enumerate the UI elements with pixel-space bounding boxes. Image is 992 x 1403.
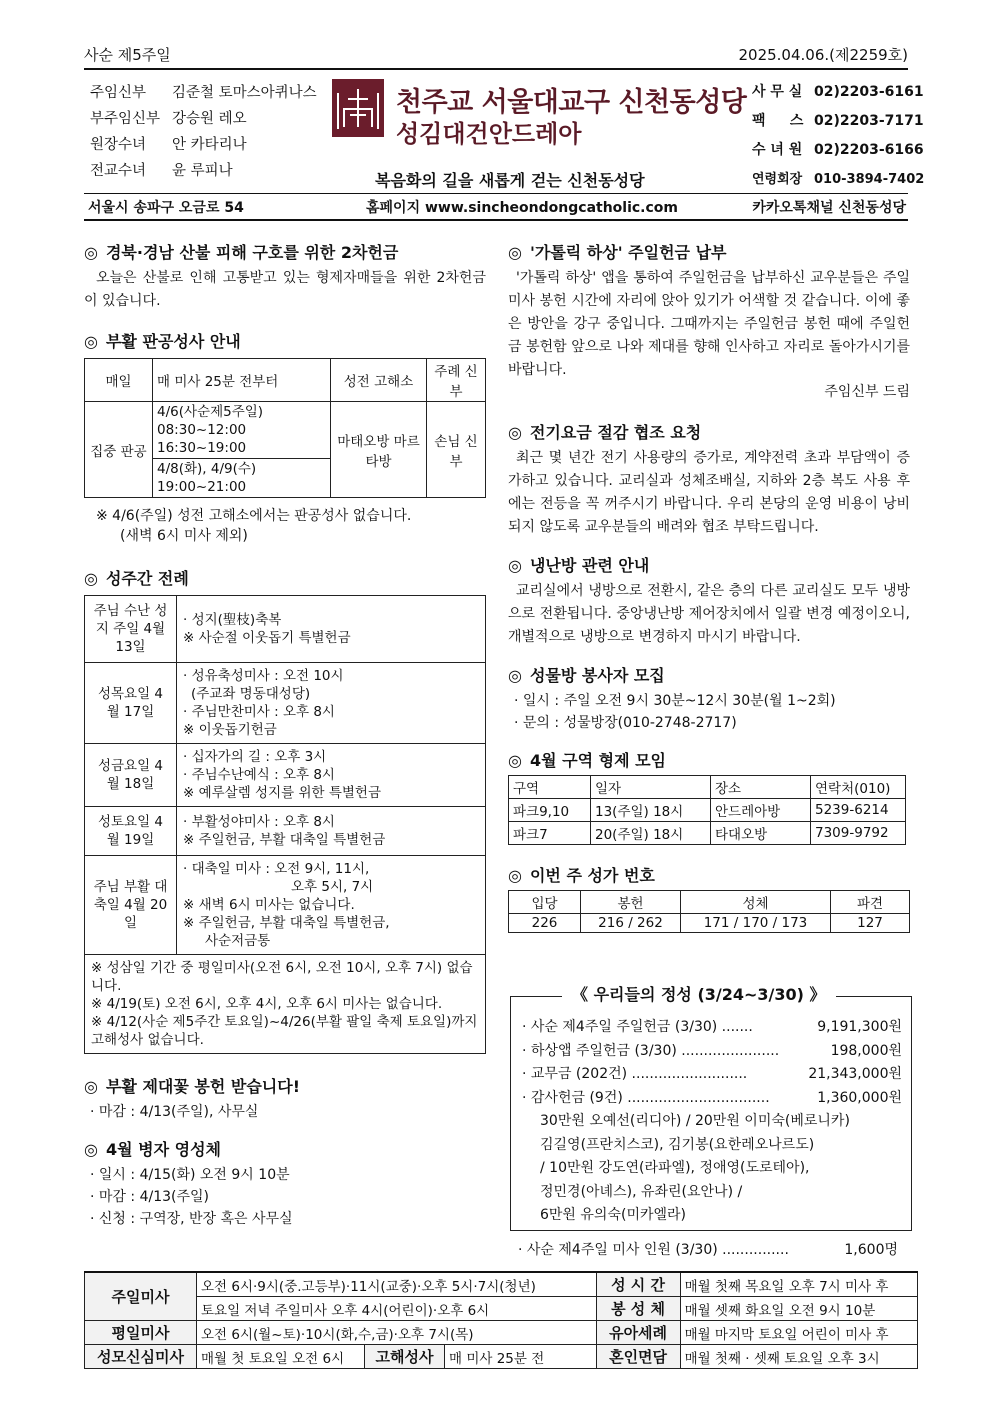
kakao-channel[interactable]: 카카오톡채널 신천동성당 bbox=[752, 200, 906, 216]
day-cell: 성금요일 4월 18일 bbox=[85, 744, 177, 807]
church-logo bbox=[332, 79, 384, 137]
staff-row: 전교수녀 윤 루피나 bbox=[90, 163, 233, 179]
note: ※ 4/12(사순 제5주간 토요일)~4/26(부활 팔일 축제 토요일)까지 고해성사 없습니다. bbox=[91, 1014, 478, 1048]
donor-line: 6만원 유의숙(미카엘라) bbox=[540, 1207, 686, 1223]
note: ※ 성삼일 기간 중 평일미사(오전 6시, 오전 10시, 오후 7시) 없습니다. bbox=[91, 960, 473, 994]
bullet-line: · 일시 : 4/15(화) 오전 9시 10분 bbox=[90, 1167, 290, 1183]
day-cell: 성토요일 4월 19일 bbox=[85, 807, 177, 856]
section-title: ◎ 부활 판공성사 안내 bbox=[84, 332, 241, 351]
right-column bbox=[508, 240, 910, 933]
section-title: ◎ 4월 병자 영성체 bbox=[84, 1140, 221, 1159]
church-title: 천주교 서울대교구 신천동성당 bbox=[396, 87, 747, 118]
day-cell: 주님 부활 대축일 4월 20일 bbox=[85, 856, 177, 955]
offering-list bbox=[522, 1016, 902, 1228]
note: ※ 4/6(주일) 성전 고해소에서는 판공성사 없습니다. bbox=[96, 508, 412, 524]
bullet-line: · 마감 : 4/13(주일), 사무실 bbox=[90, 1104, 259, 1120]
donor-line: 정민경(아녜스), 유좌린(요안나) / bbox=[540, 1183, 743, 1200]
section-title: ◎ 냉난방 관련 안내 bbox=[508, 556, 650, 575]
confession-table: 매일 매 미사 25분 전부터 성전 고해소 주례 신부 집중 판공 4/6(사순제5주일) 08:30~12:00 16:30~19:00 마태오방 마르타방 손님 신부 4/8(화), 4/9(수) 19:00~21:00 bbox=[84, 358, 486, 498]
church-subtitle: 성김대건안드레아 bbox=[396, 120, 582, 148]
section-title: ◎ 부활 제대꽃 봉헌 받습니다! bbox=[84, 1077, 300, 1096]
address: 서울시 송파구 오금로 54 bbox=[88, 200, 244, 216]
issue-date: 2025.04.06.(제2259호) bbox=[738, 46, 908, 64]
staff-row: 주임신부 김준철 토마스아퀴나스 bbox=[90, 85, 317, 101]
district-table: 구역 일자 장소 연락처(010) 파크9,10 13(주일) 18시 안드레아방 5239-6214 파크7 20(주일) 18시 타대오방 7309-9792 bbox=[508, 775, 906, 845]
section-text: 교리실에서 냉방으로 전환시, 같은 층의 다른 교리실도 모두 냉방으로 전환됩니다. 중앙냉난방 제어장치에서 일괄 변경 예정이오니, 개별적으로 냉방으로 변경하지 마시기 바랍니다. bbox=[508, 583, 910, 645]
section-title: ◎ '가톨릭 하상' 주일헌금 납부 bbox=[508, 243, 727, 262]
offering-row: · 하상앱 주일헌금 (3/30) ...................... 198,000원 bbox=[522, 1042, 902, 1059]
staff-list bbox=[90, 80, 317, 184]
section-title: ◎ 경북·경남 산불 피해 구호를 위한 2차헌금 bbox=[84, 243, 399, 262]
attendance-row: · 사순 제4주일 미사 인원 (3/30) ............... 1,600명 bbox=[518, 1242, 898, 1258]
section-text: 오늘은 산불로 인해 고통받고 있는 형제자매들을 위한 2차헌금이 있습니다. bbox=[84, 270, 486, 309]
mass-schedule-table: 주일미사 오전 6시·9시(중.고등부)·11시(교중)·오후 5시·7시(청년) 성 시 간 매월 첫째 목요일 오후 7시 미사 후 토요일 저녁 주일미사 오후 4시(어린이)·오후 6시 봉 성 체 매월 셋째 화요일 오전 9시 10분 평일미사 오전 6시(월~토)·10시(화,수,금)·오후 7시(목) 유아세례 매월 마지막 토요일 어린이 미사 후 성모신심미사 매월 첫 토요일 오전 6시 고해성사 매 미사 25분 전 혼인면담 매월 첫째 · 셋째 토요일 오후 3시 bbox=[84, 1271, 918, 1369]
contact-fax: 팩 스 02)2203-7171 bbox=[752, 113, 924, 129]
contact-convent: 수 녀 원 02)2203-6166 bbox=[752, 142, 924, 158]
contact-funeral: 연령회장 010-3894-7402 bbox=[752, 172, 925, 187]
section-text: 최근 몇 년간 전기 사용량의 증가로, 계약전력 초과 부담액이 증가하고 있습니다. 교리실과 성체조배실, 지하와 2층 복도 사용 후에는 전등을 꼭 꺼주시기 바랍니다. 우리 본당의 운영 비용이 낭비되지 않도록 교우분들의 배려와 협조 부탁드립니다. bbox=[508, 450, 910, 535]
bullet-line: · 신청 : 구역장, 반장 혹은 사무실 bbox=[90, 1211, 293, 1227]
bullet-line: · 마감 : 4/13(주일) bbox=[90, 1189, 209, 1205]
staff-row: 부주임신부 강승원 레오 bbox=[90, 111, 247, 127]
holy-week-table: 주님 수난 성지 주일 4월 13일 · 성지(聖枝)축복 ※ 사순절 이웃돕기 특별헌금 성목요일 4월 17일 · 성유축성미사 : 오전 10시 (주교좌 명동대성당) · 주님만찬미사 : 오후 8시 ※ 이웃돕기헌금 성금요일 4월 18일 · 십자가의 길 : 오후 3시 · 주님수난예식 : 오후 8시 ※ 예루살렘 성지를 위한 특별헌금 성토요일 4월 19일 · 부활성야미사 : 오후 8시 ※ 주일헌금, 부활 대축일 특별헌금 주님 부활 대축일 4월 20일 · 대축일 미사 : 오전 9시, 11시, 오후 5시, 7시 ※ 새벽 6시 미사는 없습니다. ※ 주일헌금, 부활 대축일 특별헌금, 사순저금통 ※ 성삼일 기간 중 평일미사(오전 6시, 오전 10시, 오후 7시) 없습니다. ※ 4/19(토) 오전 6시, 오후 4시, 오후 6시 미사는 없습니다. ※ 4/12(사순 제5주간 토요일)~4/26(부활 팔일 축제 토요일)까지 고해성사 없습니다. bbox=[84, 595, 486, 1054]
section-title: ◎ 이번 주 성가 번호 bbox=[508, 866, 655, 885]
section-title: ◎ 성물방 봉사자 모집 bbox=[508, 666, 665, 685]
hymn-table: 입당 봉헌 성체 파견 226 216 / 262 171 / 170 / 173 127 bbox=[508, 890, 910, 933]
signature: 주임신부 드림 bbox=[824, 384, 910, 400]
offering-row: · 사순 제4주일 주일헌금 (3/30) ....... 9,191,300원 bbox=[522, 1019, 902, 1035]
slogan: 복음화의 길을 새롭게 걷는 신천동성당 bbox=[375, 171, 645, 190]
day-cell: 주님 수난 성지 주일 4월 13일 bbox=[85, 596, 177, 663]
section-title: ◎ 성주간 전례 bbox=[84, 569, 189, 588]
left-column bbox=[84, 240, 486, 1230]
donor-line: / 10만원 강도연(라파엘), 정애영(도로테아), bbox=[540, 1160, 810, 1176]
week-label: 사순 제5주일 bbox=[84, 46, 171, 64]
offering-title: 《 우리들의 정성 (3/24~3/30) 》 bbox=[562, 982, 836, 1005]
contact-list bbox=[752, 78, 924, 194]
day-cell: 성목요일 4월 17일 bbox=[85, 663, 177, 744]
section-text: '가톨릭 하상' 앱을 통하여 주일헌금을 납부하신 교우분들은 주일 미사 봉헌 시간에 자리에 앉아 있기가 어색할 것 같습니다. 이에 좋은 방안을 강구 중입니다. 그때까지는 주일헌금 봉헌 때에 주일헌금 봉헌함 앞으로 나와 제대를 향해 인사하고 자리로 돌아가시기를 바랍니다. bbox=[508, 270, 910, 378]
offering-row: · 교무금 (202건) .......................... 21,343,000원 bbox=[522, 1066, 902, 1082]
homepage-link[interactable]: 홈페이지 www.sincheondongcatholic.com bbox=[366, 200, 679, 216]
contact-office: 사 무 실 02)2203-6161 bbox=[752, 84, 924, 100]
note: ※ 4/19(토) 오전 6시, 오후 4시, 오후 6시 미사는 없습니다. bbox=[91, 996, 443, 1012]
note: (새벽 6시 미사 제외) bbox=[120, 528, 248, 544]
section-title: ◎ 전기요금 절감 협조 요청 bbox=[508, 423, 702, 442]
section-title: ◎ 4월 구역 형제 모임 bbox=[508, 751, 667, 770]
staff-row: 원장수녀 안 카타리나 bbox=[90, 137, 247, 153]
bullet-line: · 문의 : 성물방장(010-2748-2717) bbox=[514, 715, 737, 731]
donor-line: 김길영(프란치스코), 김기봉(요한레오나르도) bbox=[540, 1136, 815, 1153]
bullet-line: · 일시 : 주일 오전 9시 30분~12시 30분(월 1~2회) bbox=[514, 693, 836, 709]
donor-line: 30만원 오예선(리디아) / 20만원 이미숙(베로니카) bbox=[540, 1113, 850, 1129]
offering-row: · 감사헌금 (9건) ................................ 1,360,000원 bbox=[522, 1089, 902, 1106]
